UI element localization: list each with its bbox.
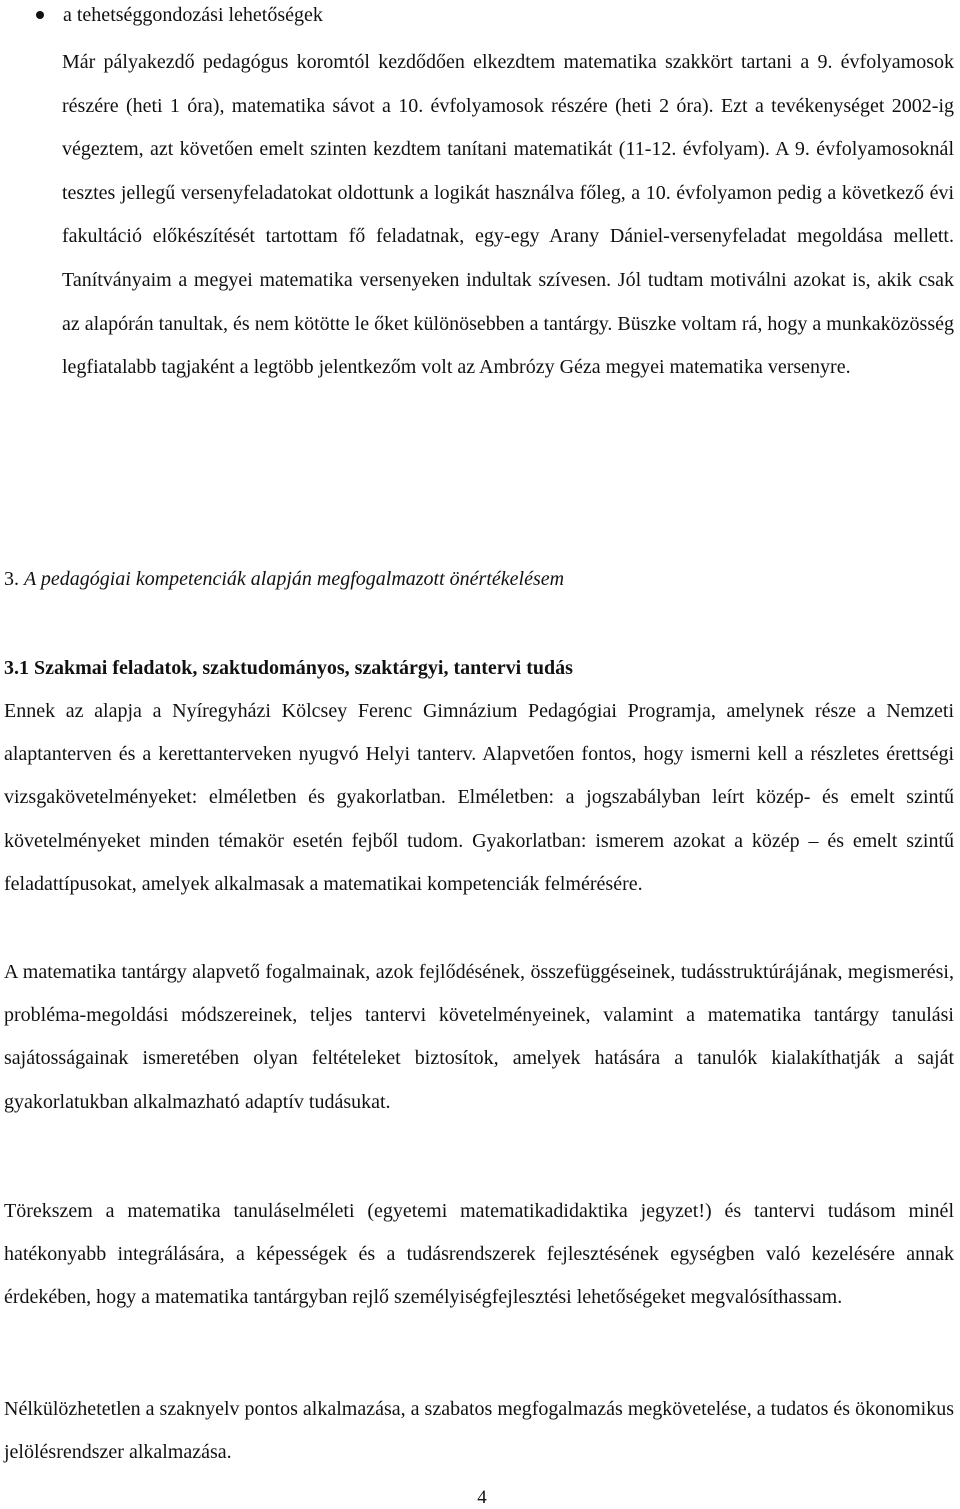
page-number: 4: [477, 1487, 487, 1508]
section-3-title: A pedagógiai kompetenciák alapján megfogalmazott önértékelésem: [24, 568, 565, 590]
paragraph-subject-knowledge: A matematika tantárgy alapvető fogalmainak, azok fejlődésének, összefüggéseinek, tudásstruktúrájának, megismerési, probléma-megoldási módszereinek, teljes tantervi követelményeinek, valamint a matematika tantárgy tanulási sajátosságainak ismeretében olyan feltételeket biztosítok, amelyek hatására a tanulók kialakíthatják a saját gyakorlatukban alkalmazható adaptív tudásukat.: [4, 961, 954, 1113]
paragraph-learning-theory: Törekszem a matematika tanuláselméleti (egyetemi matematikadidaktika jegyzet!) és tantervi tudásom minél hatékonyabb integrálására, a képességek és a tudásrendszerek fejlesztésének egységben való kezelésére annak érdekében, hogy a matematika tantárgyban rejlő személyiségfejlesztési lehetőségeket megvalósíthassam.: [4, 1200, 954, 1309]
bullet-icon: [36, 11, 44, 19]
paragraph-terminology: Nélkülözhetetlen a szaknyelv pontos alkalmazása, a szabatos megfogalmazás megkövetelése, a tudatos és ökonomikus jelölésrendszer alkalmazása.: [4, 1398, 954, 1464]
bullet-item: [36, 2, 936, 28]
section-3-number: 3.: [4, 568, 19, 590]
paragraph-curriculum: Ennek az alapja a Nyíregyházi Kölcsey Ferenc Gimnázium Pedagógiai Programja, amelynek része a Nemzeti alaptanterven és a kerettanterveken nyugvó Helyi tanterv. Alapvetően fontos, hogy ismerni kell a részletes érettségi vizsgakövetelményeket: elméletben és gyakorlatban. Elméletben: a jogszabályban leírt közép- és emelt szintű követelményeket minden témakör esetén fejből tudom. Gyakorlatban: ismerem azokat a közép – és emelt szintű feladattípusokat, amelyek alkalmasak a matematikai kompetenciák felmérésére.: [4, 700, 954, 895]
bullet-paragraph: Már pályakezdő pedagógus koromtól kezdődően elkezdtem matematika szakkört tartani a 9. évfolyamosok részére (heti 1 óra), matematika sávot a 10. évfolyamosok részére (heti 2 óra). Ezt a tevékenységet 2002-ig végeztem, azt követően emelt szinten kezdtem tanítani matematikát (11-12. évfolyam). A 9. évfolyamosoknál tesztes jellegű versenyfeladatokat oldottunk a logikát használva főleg, a 10. évfolyamon pedig a következő évi fakultáció előkészítését tartottam fő feladatnak, egy-egy Arany Dániel-versenyfeladat megoldása mellett. Tanítványaim a megyei matematika versenyeken indultak szívesen. Jól tudtam motiválni azokat is, akik csak az alapórán tanultak, és nem kötötte le őket különösebben a tantárgy. Büszke voltam rá, hogy a munkaközösség legfiatalabb tagjaként a legtöbb jelentkezőm volt az Ambrózy Géza megyei matematika versenyre.: [62, 51, 954, 379]
bullet-title: a tehetséggondozási lehetőségek: [63, 4, 323, 26]
section-3-heading: [4, 563, 944, 595]
section-3-1-heading: 3.1 Szakmai feladatok, szaktudományos, szaktárgyi, tantervi tudás: [4, 657, 573, 679]
